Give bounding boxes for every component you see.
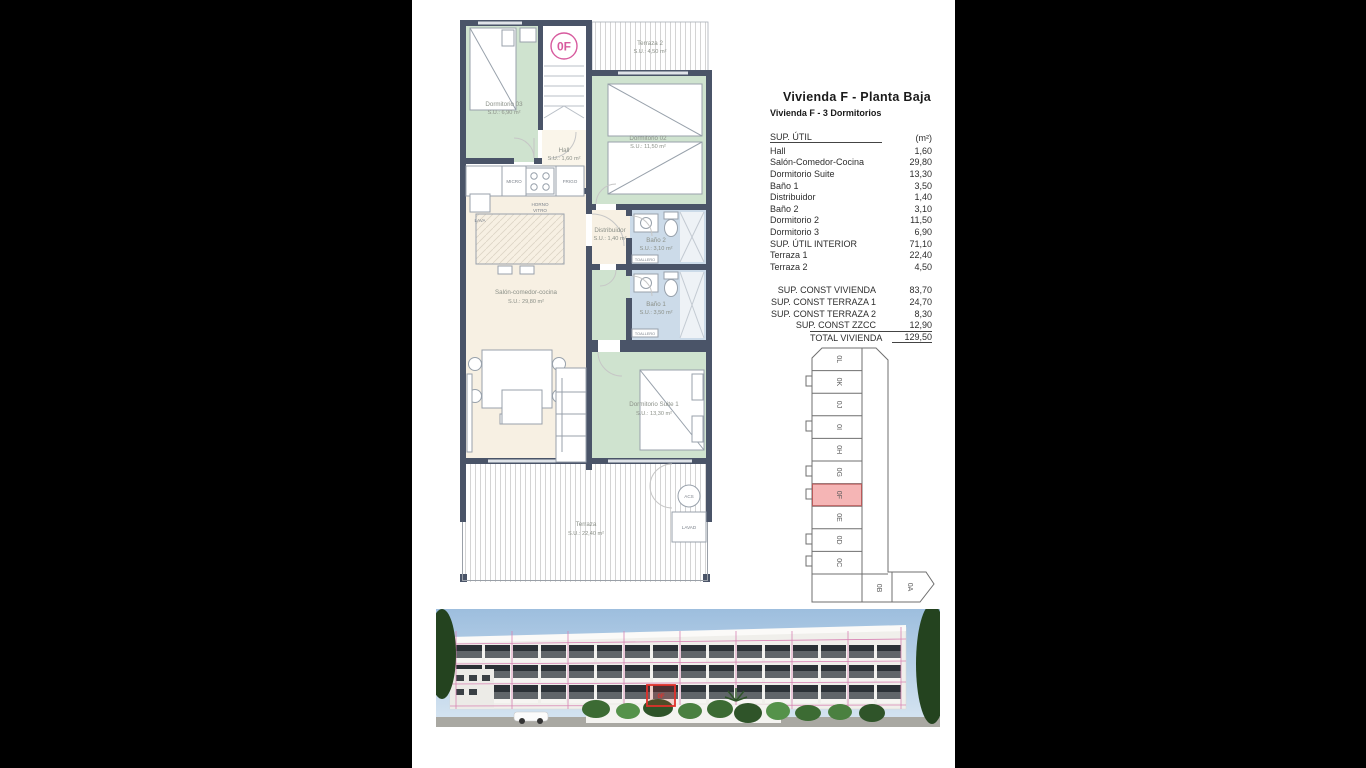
table-row: Dormitorio Suite 13,30 [770,168,932,179]
unit-badge-label: 0F [556,39,572,54]
toilet-bano2 [665,220,678,237]
area-table-summary [770,285,932,344]
summary-row: SUP. CONST TERRAZA 2 8,30 [770,308,932,319]
unit-highlight [647,685,675,706]
svg-text:S.U.: 11,50 m²: S.U.: 11,50 m² [630,144,666,150]
label-bano2: Baño 2 [646,237,666,244]
label-lavad: LAVAD [681,525,697,530]
document-page [412,0,955,768]
total-row: TOTAL VIVIENDA 129,50 [810,332,932,343]
label-salon: Salón-comedor-cocina [495,289,557,296]
table-row: Hall 1,60 [770,145,932,156]
label-lava: LAVA [474,218,486,223]
svg-text:0F: 0F [835,490,842,499]
building-render [436,609,940,727]
label-dorm02: Dormitorio 02 [629,135,667,142]
cooktop [526,168,554,194]
summary-row: SUP. CONST TERRAZA 1 24,70 [770,296,932,307]
table-row: Distribuidor 1,40 [770,192,932,203]
table-row: Baño 2 3,10 [770,203,932,214]
lava-unit [470,194,490,212]
page-title: Vivienda F - Planta Baja [783,90,931,104]
svg-text:S.U.: 3,50 m²: S.U.: 3,50 m² [639,310,673,316]
svg-text:S.U.: 13,30 m²: S.U.: 13,30 m² [635,411,673,417]
keyplan-outline [812,348,934,602]
area-table [770,130,932,344]
label-suite: Dormitorio Suite 1 [629,401,679,408]
label-toallero-1: TOALLERO [634,332,656,336]
sofa [556,368,586,462]
svg-text:S.U.: 3,10 m²: S.U.: 3,10 m² [639,246,673,252]
svg-text:0L: 0L [835,355,842,364]
table-row: Baño 1 3,50 [770,180,932,191]
table-row: SUP. ÚTIL INTERIOR 71,10 [770,238,932,249]
summary-row: SUP. CONST ZZCC 12,90 [795,320,932,331]
table-row: Terraza 2 4,50 [770,261,932,272]
label-distribuidor: Distribuidor [594,227,626,234]
svg-text:S.U.: 1,60 m²: S.U.: 1,60 m² [547,156,581,162]
table-row: Salón-Comedor-Cocina 29,80 [770,157,932,168]
label-terraza: Terraza [575,521,597,528]
kitchen-island [476,214,564,264]
svg-text:S.U.: 1,40 m²: S.U.: 1,40 m² [593,236,627,242]
label-dorm03: Dormitorio 03 [485,101,523,108]
svg-text:S.U.: 29,80 m²: S.U.: 29,80 m² [507,299,545,305]
label-vitro: VITRO [532,208,548,213]
svg-text:0C: 0C [835,558,842,568]
unit-highlight-label: 0F [657,694,665,700]
svg-text:0D: 0D [835,535,842,545]
corridor-green [592,270,630,340]
key-plan [798,342,938,606]
label-acs: ACS [684,494,694,499]
room-terraza-2 [592,22,708,72]
svg-text:0J: 0J [835,400,842,409]
unit-badge [551,33,577,59]
svg-text:0H: 0H [835,445,842,455]
toilet-bano1 [665,280,678,297]
floor-plan [458,18,718,594]
svg-text:S.U.: 4,50 m²: S.U.: 4,50 m² [633,49,667,55]
svg-text:S.U.: 22,40 m²: S.U.: 22,40 m² [567,531,605,537]
area-table-header [770,130,932,143]
label-terraza2: Terraza 2 [637,40,663,47]
label-frigo: FRIGO [562,179,578,184]
svg-text:0A: 0A [906,582,913,592]
label-bano1: Baño 1 [646,301,666,308]
coffee-table [502,390,542,424]
label-micro: MICRO [506,179,522,184]
summary-row: SUP. CONST VIVIENDA 83,70 [777,285,932,296]
svg-text:0B: 0B [875,583,882,593]
label-horno: HORNO [531,202,549,207]
svg-text:0G: 0G [835,467,842,477]
svg-text:0E: 0E [835,513,842,522]
label-hall: Hall [558,147,570,154]
page-subtitle: Vivienda F - 3 Dormitorios [770,108,882,118]
svg-text:0K: 0K [835,377,842,387]
table-row: Dormitorio 2 11,50 [770,215,932,226]
table-row: Terraza 1 22,40 [770,250,932,261]
header-label: SUP. ÚTIL [770,132,882,143]
label-toallero-2: TOALLERO [634,258,656,262]
tv-unit [467,374,472,452]
svg-text:S.U.: 6,90 m²: S.U.: 6,90 m² [487,110,521,116]
svg-text:0I: 0I [835,424,842,431]
header-unit: (m²) [915,133,932,143]
table-row: Dormitorio 3 6,90 [770,226,932,237]
